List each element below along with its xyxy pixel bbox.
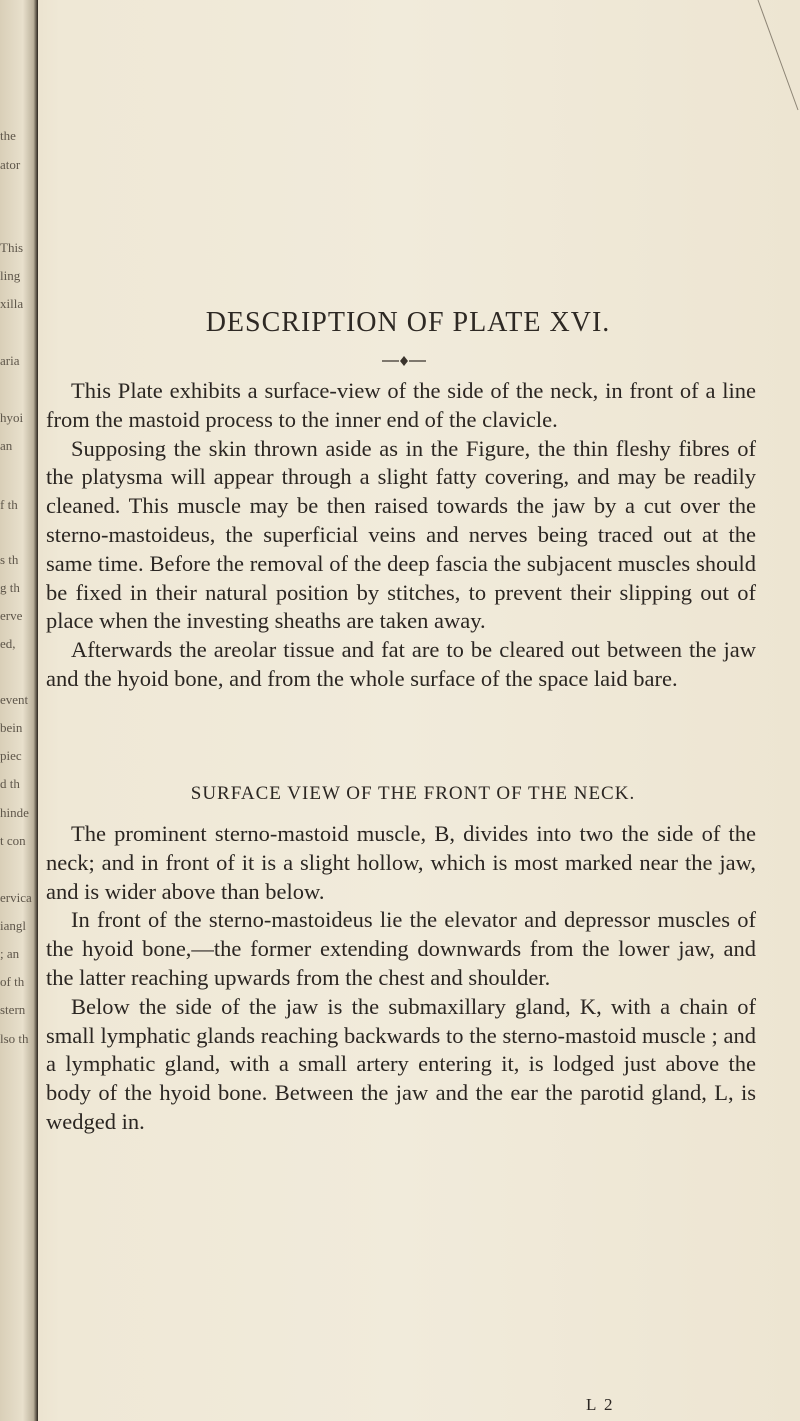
bleed-fragment: hyoi [0,410,24,425]
page-number: L 2 [586,1395,615,1414]
paragraph: Supposing the skin thrown aside as in the Figure, the thin fleshy fibres of the platysma will appear through a slight fatty covering, and may be readily cleaned. This muscle may be then raised towards the jaw by a cut over the sterno-mastoideus, the superficial veins and nerves being traced out at the same time. Before the removal of the deep fascia the subjacent muscles should be fixed in their natural position by stitches, to prevent their slipping out of place when the investing sheaths are taken away. [46,435,756,634]
paragraph: Below the side of the jaw is the submaxillary gland, K, with a chain of small lymphatic glands reaching backwards to the sterno-mastoid muscle ; and a lymphatic gland, with a small artery entering it, is lodged just above the body of the hyoid bone. Between the jaw and the ear the parotid gland, L, is wedged in. [46,993,756,1134]
paragraph: The prominent sterno-mastoid muscle, B, divides into two the side of the neck; and in front of it is a slight hollow, which is most marked near the jaw, and is wider above than below. [46,821,756,904]
bleed-fragment: ed, [0,636,16,651]
bleed-fragment: iangl [0,918,26,933]
diamond-ornament-icon [380,355,428,367]
bleed-fragment: bein [0,720,23,735]
bleed-fragment: hinde [0,805,29,820]
bleed-fragment: This [0,240,24,255]
paragraph: In front of the sterno-mastoideus lie the elevator and depressor muscles of the hyoid bone,—the former extending downwards from the lower jaw, and the latter reaching upwards from the chest and shoulder. [46,907,756,990]
bleed-fragment: stern [0,1002,26,1017]
bleed-fragment: ator [0,157,21,172]
bleed-fragment: ; an [0,946,20,961]
bleed-fragment: aria [0,353,20,368]
bleed-fragment: d th [0,776,20,791]
bleed-fragment: lso th [0,1031,29,1046]
bleed-fragment: the [0,128,16,143]
paragraph: Afterwards the areolar tissue and fat are to be cleared out between the jaw and the hyoid bone, and from the whole surface of the space laid bare. [46,637,756,691]
page-title: DESCRIPTION OF PLATE XVI. [205,307,611,338]
bleed-fragment: an [0,438,13,453]
bleed-fragment: ling [0,268,21,283]
paragraph: This Plate exhibits a surface-view of the side of the neck, in front of a line from the mastoid process to the inner end of the clavicle. [46,378,756,432]
bleed-fragment: erve [0,608,23,623]
bleed-fragment: s th [0,552,19,567]
bleed-fragment: of th [0,974,25,989]
bleed-fragment: g th [0,580,20,595]
bleed-fragment: f th [0,497,18,512]
bleed-fragment: xilla [0,296,24,311]
bleed-fragment: event [0,692,29,707]
page-corner-fold-line [740,0,800,130]
section-text [46,820,756,1137]
bleed-fragment: t con [0,833,26,848]
intro-text [46,377,756,694]
bleed-fragment: ervica [0,890,32,905]
bleed-through-text [0,0,34,1421]
section-heading: SURFACE VIEW OF THE FRONT OF THE NECK. [190,783,636,804]
bleed-fragment: piec [0,748,22,763]
